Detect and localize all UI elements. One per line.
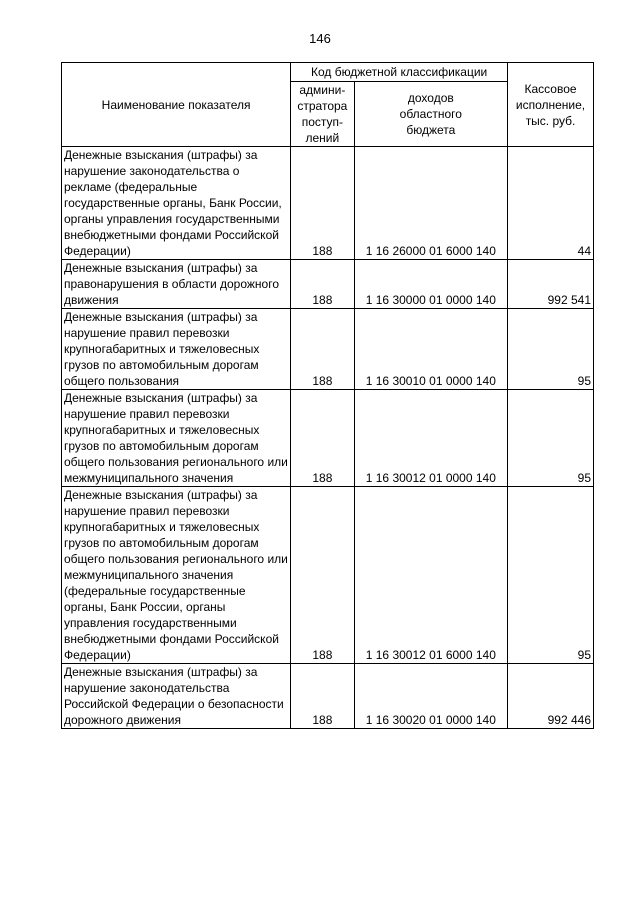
budget-table — [61, 62, 594, 729]
row-admin-code: 188 — [291, 487, 354, 664]
row-income-code: 1 16 30010 01 0000 140 — [354, 309, 507, 390]
header-code-group: Код бюджетной классификации — [291, 63, 508, 82]
table-row — [62, 390, 594, 487]
row-name: Денежные взыскания (штрафы) за правонарушения в области дорожного движения — [62, 260, 291, 309]
page-number: 146 — [309, 31, 331, 46]
row-admin-code: 188 — [291, 664, 354, 729]
row-admin-code: 188 — [291, 309, 354, 390]
row-admin-code: 188 — [291, 390, 354, 487]
row-name: Денежные взыскания (штрафы) за нарушение правил перевозки крупногабаритных и тяжеловесных грузов по автомобильным дорогам общего пользования — [62, 309, 291, 390]
row-amount: 992 446 — [508, 664, 594, 729]
row-admin-code: 188 — [291, 147, 354, 260]
row-income-code: 1 16 30012 01 6000 140 — [354, 487, 507, 664]
row-income-code: 1 16 30020 01 0000 140 — [354, 664, 507, 729]
row-amount: 992 541 — [508, 260, 594, 309]
row-admin-code: 188 — [291, 260, 354, 309]
row-amount: 95 — [508, 309, 594, 390]
table-row — [62, 487, 594, 664]
row-amount: 95 — [508, 390, 594, 487]
row-name: Денежные взыскания (штрафы) за нарушение правил перевозки крупногабаритных и тяжеловесных грузов по автомобильным дорогам общего пользования регионального или межмуниципального значения — [62, 390, 291, 487]
header-name: Наименование показателя — [62, 63, 291, 147]
table-row — [62, 147, 594, 260]
row-income-code: 1 16 30012 01 0000 140 — [354, 390, 507, 487]
row-income-code: 1 16 30000 01 0000 140 — [354, 260, 507, 309]
row-name: Денежные взыскания (штрафы) за нарушение законодательства о рекламе (федеральные государственные органы, Банк России, органы управления государственными внебюджетными фондами Российской Федерации) — [62, 147, 291, 260]
header-income: доходов областного бюджета — [354, 82, 507, 147]
row-income-code: 1 16 26000 01 6000 140 — [354, 147, 507, 260]
row-name: Денежные взыскания (штрафы) за нарушение правил перевозки крупногабаритных и тяжеловесных грузов по автомобильным дорогам общего пользования регионального или межмуниципального значения (федеральные государственные органы, Банк России, органы управления государственными внебюджетными фондами Российской Федерации) — [62, 487, 291, 664]
row-amount: 95 — [508, 487, 594, 664]
row-amount: 44 — [508, 147, 594, 260]
header-admin: админи- стратора поступ- лений — [291, 82, 354, 147]
header-amount: Кассовое исполнение, тыс. руб. — [508, 63, 594, 147]
row-name: Денежные взыскания (штрафы) за нарушение законодательства Российской Федерации о безопасности дорожного движения — [62, 664, 291, 729]
table-row — [62, 260, 594, 309]
table-row — [62, 309, 594, 390]
table-row — [62, 664, 594, 729]
